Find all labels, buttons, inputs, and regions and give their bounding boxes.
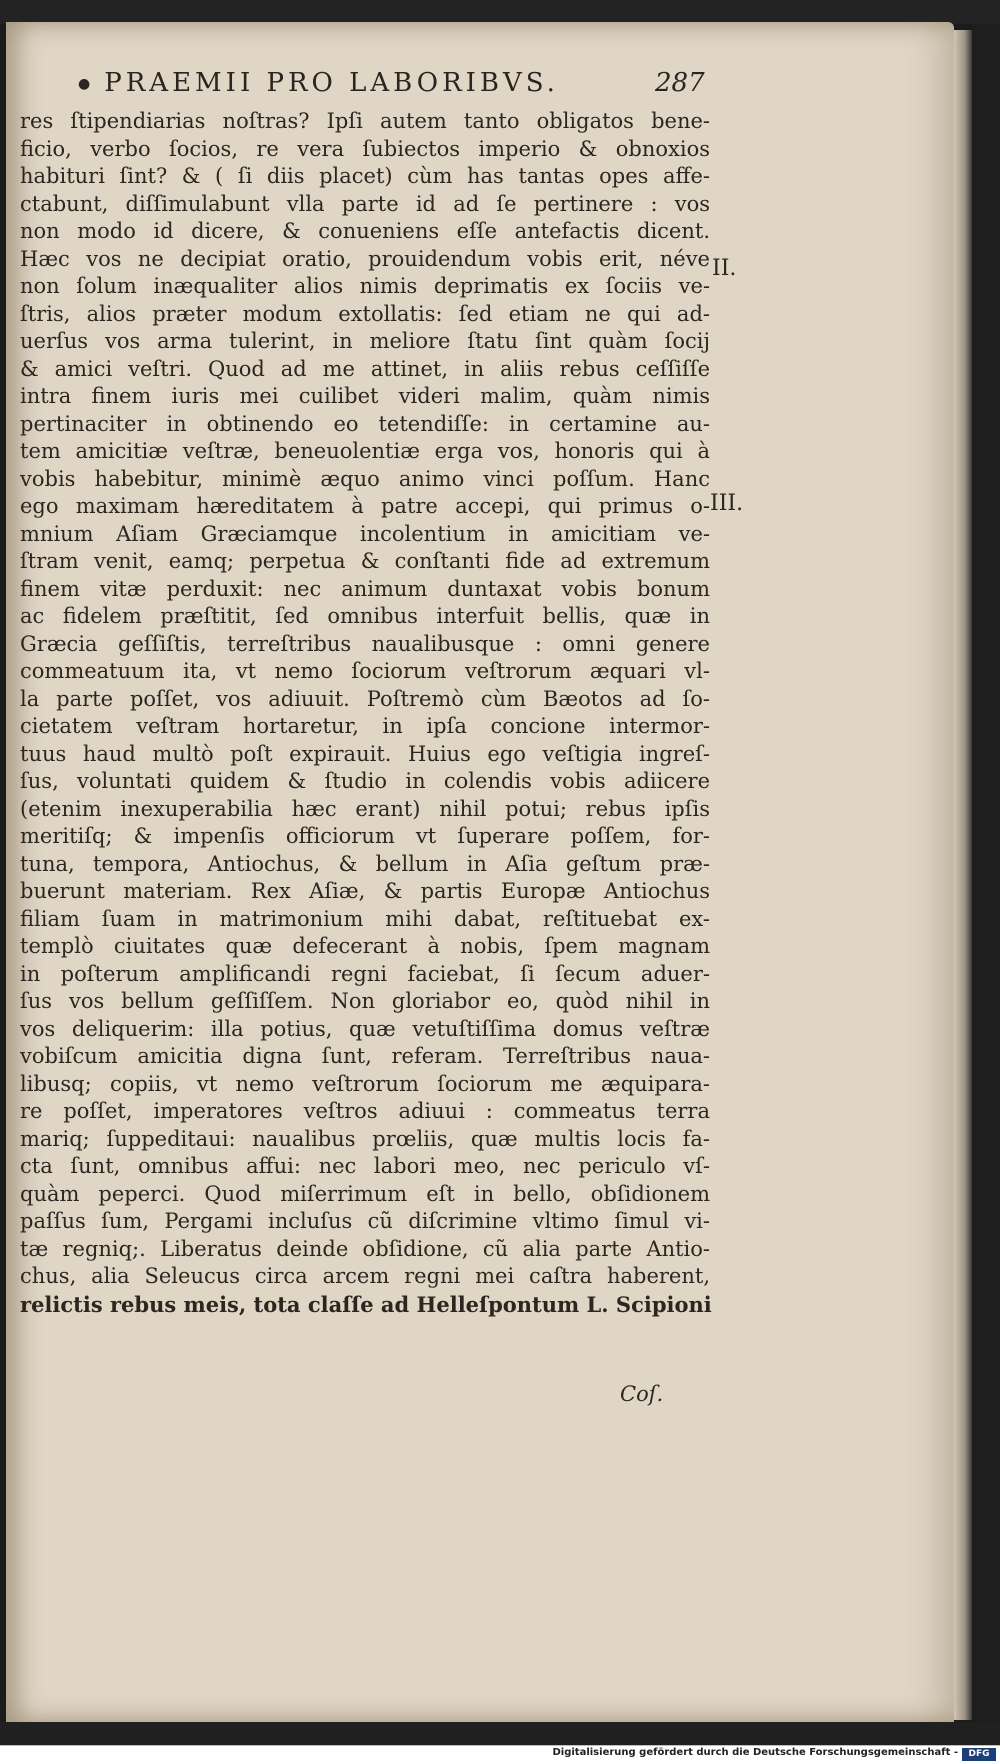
text-line: ficio, verbo ſocios, re vera ſubiectos imperio & obnoxios [20, 136, 710, 161]
page-fore-edge [954, 30, 972, 1720]
text-line: relictis rebus meis, tota claſſe ad Helleſpontum L. Scipioni [20, 1291, 712, 1317]
text-line: non ſolum inæqualiter alios nimis deprimatis ex ſociis ve- [20, 274, 710, 298]
text-line: vobiſcum amicitia digna ſunt, referam. Terreſtribus naua- [20, 1044, 710, 1068]
scan-background-right [972, 24, 1000, 1724]
text-line: ſtris, alios præter modum extollatis: ſed etiam ne qui ad- [20, 301, 710, 326]
text-line: re poſſet, imperatores veſtros adiuui : commeatus terra [20, 1099, 710, 1123]
text-line: tuna, tempora, Antiochus, & bellum in Aſia geſtum præ- [20, 851, 710, 876]
page-number: 287 [655, 68, 705, 98]
text-line: mariq; ſuppeditaui: naualibus prœliis, quæ multis locis fa- [20, 1126, 710, 1151]
text-line: res ſtipendiarias noſtras? Ipſi autem tanto obligatos bene- [20, 109, 710, 133]
text-line: uerſus vos arma tulerint, in meliore ſtatu ſint quàm ſocij [20, 329, 710, 353]
funding-notice: Digitalisierung gefördert durch die Deutsche Forschungsgemeinschaft - [552, 1747, 958, 1758]
running-head-text: PRAEMII PRO LABORIBVS. [104, 68, 559, 98]
scan-background-top [0, 0, 1000, 24]
text-line: habituri ſint? & ( ſi diis placet) cùm has tantas opes affe- [20, 164, 710, 188]
dfg-logo: DFG [962, 1748, 996, 1761]
text-line: finem vitæ perduxit: nec animum duntaxat vobis bonum [20, 576, 710, 601]
text-line: Hæc vos ne decipiat oratio, prouidendum vobis erit, néve [20, 246, 710, 271]
text-line: cietatem veſtram hortaretur, in ipſa concione intermor- [20, 714, 710, 738]
text-line: pertinaciter in obtinendo eo tetendiſſe: in certamine au- [20, 411, 710, 436]
text-line: ſus, voluntati quidem & ſtudio in colendis vobis adiicere [20, 769, 710, 793]
text-line: ſtram venit, eamq; perpetua & conſtanti fide ad extremum [20, 549, 710, 573]
text-line: meritiſq; & impenſis officiorum vt ſuperare poſſem, for- [20, 824, 710, 848]
text-line: libusq; copiis, vt nemo veſtrorum ſociorum me æquipara- [20, 1071, 710, 1096]
margin-note-3: III. [710, 491, 744, 516]
digitization-footer [0, 1745, 1000, 1764]
text-line: mnium Aſiam Græciamque incolentium in amicitiam ve- [20, 521, 710, 546]
text-line: tem amicitiæ veſtræ, beneuolentiæ erga vos, honoris qui à [20, 439, 710, 463]
bullet-icon: ● [78, 76, 95, 92]
text-line: la parte poſſet, vos adiuuit. Poſtremò cùm Bæotos ad ſo- [20, 686, 710, 711]
text-line: ſus vos bellum geſſiſſem. Non gloriabor eo, quòd nihil in [20, 989, 710, 1013]
text-line: filiam ſuam in matrimonium mihi dabat, reſtituebat ex- [20, 906, 710, 931]
text-line: intra finem iuris mei cuilibet videri malim, quàm nimis [20, 384, 710, 408]
text-line: ego maximam hæreditatem à patre accepi, qui primus o- [20, 494, 710, 518]
text-line: templò ciuitates quæ defecerant à nobis, ſpem magnam [20, 934, 710, 958]
scan-background-bottom [0, 1722, 1000, 1745]
running-head [78, 68, 718, 108]
text-line: tuus haud multò poſt expirauit. Huius ego veſtigia ingreſ- [20, 741, 710, 766]
text-line: in poſterum amplificandi regni faciebat, ſi ſecum aduer- [20, 961, 710, 986]
text-line: cta ſunt, omnibus affui: nec labori meo, nec periculo vſ- [20, 1154, 710, 1178]
text-line: ctabunt, diſſimulabunt vlla parte id ad ſe pertinere : vos [20, 191, 710, 216]
text-line: (etenim inexuperabilia hæc erant) nihil potui; rebus ipſis [20, 796, 710, 821]
text-line: ac fidelem præſtitit, ſed omnibus interfuit bellis, quæ in [20, 604, 710, 628]
body-text [20, 108, 710, 1318]
text-line: quàm peperci. Quod miſerrimum eſt in bello, obſidionem [20, 1181, 710, 1206]
text-line: buerunt materiam. Rex Aſiæ, & partis Europæ Antiochus [20, 879, 710, 903]
text-line: vobis habebitur, minimè æquo animo vinci poſſum. Hanc [20, 466, 710, 491]
text-line: paſſus ſum, Pergami incluſus cũ diſcrimine vltimo ſimul vi- [20, 1209, 710, 1233]
text-line: non modo id dicere, & conueniens eſſe antefactis dicent. [20, 219, 710, 243]
text-line: Græcia geſſiſtis, terreſtribus naualibusque : omni genere [20, 631, 710, 656]
text-line: tæ regniq;. Liberatus deinde obſidione, cũ alia parte Antio- [20, 1236, 710, 1261]
catchword: Coſ. [620, 1382, 664, 1406]
margin-note-2: II. [712, 256, 737, 281]
text-line: commeatuum ita, vt nemo ſociorum veſtrorum æquari vl- [20, 659, 710, 683]
text-line: & amici veſtri. Quod ad me attinet, in aliis rebus ceſſiſſe [20, 356, 710, 381]
text-line: vos deliquerim: illa potius, quæ vetuſtiſſima domus veſtræ [20, 1016, 710, 1041]
text-line: chus, alia Seleucus circa arcem regni mei caſtra haberent, [20, 1264, 710, 1288]
